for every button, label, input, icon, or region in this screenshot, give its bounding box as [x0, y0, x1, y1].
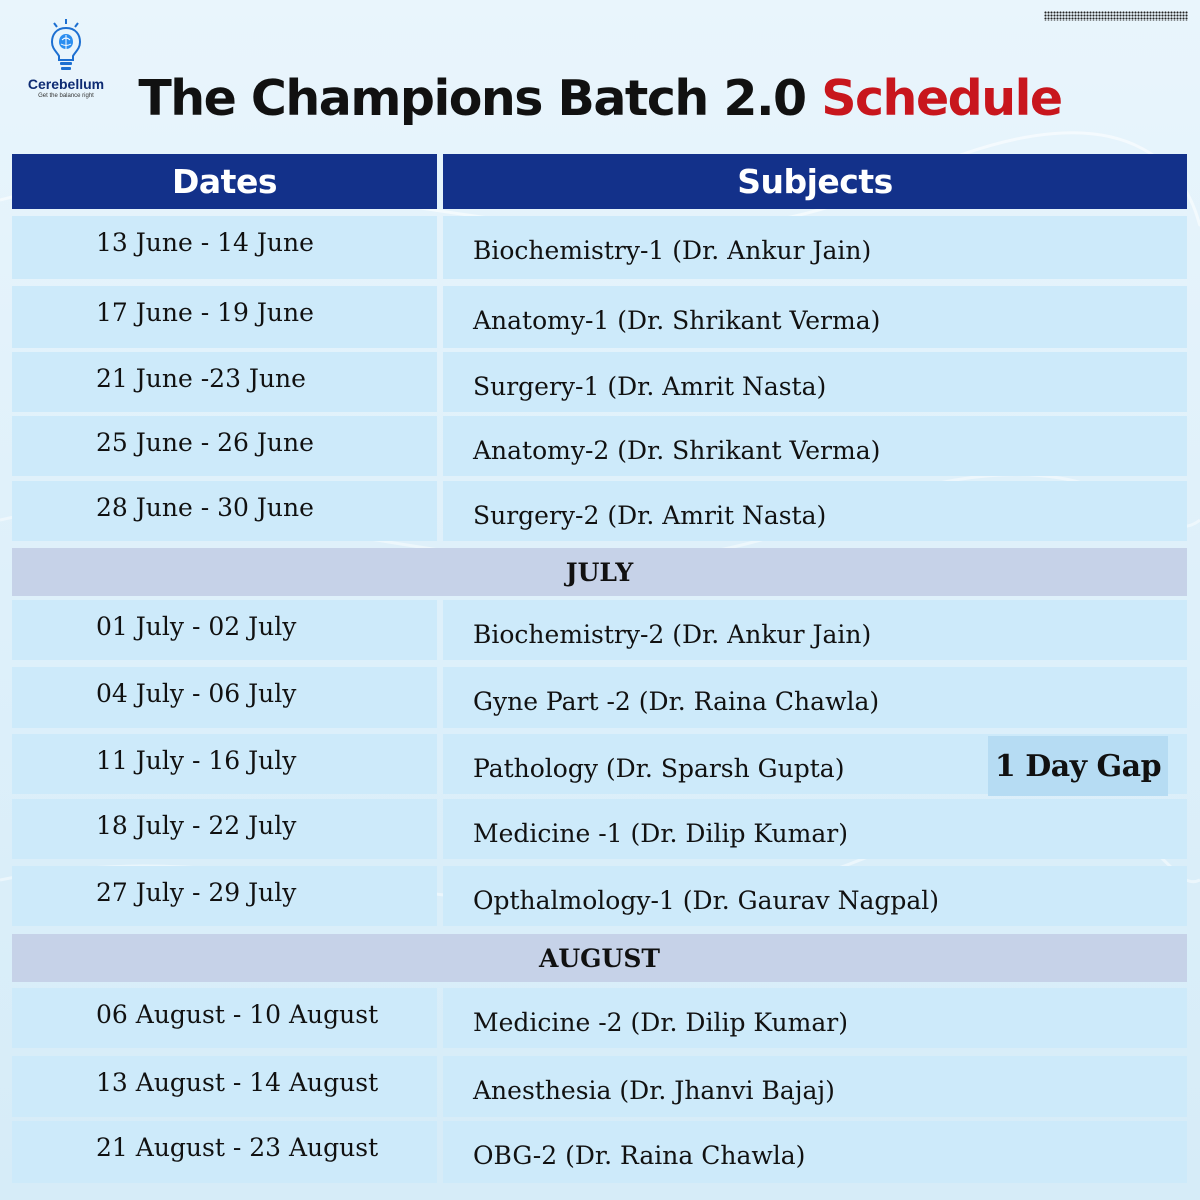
table-row-subject: [443, 352, 1187, 412]
date-text: 27 July - 29 July: [96, 878, 297, 907]
table-row-date: [12, 866, 437, 926]
date-text: 01 July - 02 July: [96, 612, 297, 641]
date-text: 04 July - 06 July: [96, 679, 297, 708]
table-row-subject: [443, 286, 1187, 348]
table-row-date: [12, 416, 437, 476]
date-text: 13 August - 14 August: [96, 1068, 379, 1097]
page-title-main: The Champions Batch 2.0: [138, 70, 806, 127]
subject-text: Biochemistry-1 (Dr. Ankur Jain): [473, 236, 872, 265]
table-row-subject: [443, 481, 1187, 541]
table-row-date: [12, 1056, 437, 1117]
table-row-date: [12, 352, 437, 412]
table-row-date: [12, 799, 437, 859]
subject-text: Surgery-1 (Dr. Amrit Nasta): [473, 372, 827, 401]
subject-text: Medicine -1 (Dr. Dilip Kumar): [473, 819, 848, 848]
subject-text: Surgery-2 (Dr. Amrit Nasta): [473, 501, 827, 530]
table-row-subject: [443, 416, 1187, 476]
gap-note-badge: 1 Day Gap: [988, 736, 1168, 796]
table-row-subject: [443, 667, 1187, 728]
date-text: 18 July - 22 July: [96, 811, 297, 840]
date-text: 13 June - 14 June: [96, 228, 314, 257]
subject-text: Biochemistry-2 (Dr. Ankur Jain): [473, 620, 872, 649]
date-text: 21 June -23 June: [96, 364, 306, 393]
date-text: 25 June - 26 June: [96, 428, 314, 457]
subject-text: Pathology (Dr. Sparsh Gupta): [473, 754, 845, 783]
table-row-subject: [443, 216, 1187, 279]
table-row-subject: [443, 988, 1187, 1048]
date-text: 17 June - 19 June: [96, 298, 314, 327]
subject-text: Anesthesia (Dr. Jhanvi Bajaj): [473, 1076, 835, 1105]
date-text: 11 July - 16 July: [96, 746, 297, 775]
table-row-subject: [443, 600, 1187, 660]
table-row-date: [12, 481, 437, 541]
table-row-subject: [443, 1056, 1187, 1117]
dates-column-header: Dates: [12, 154, 437, 209]
month-header-august: AUGUST: [12, 934, 1187, 982]
table-row-date: [12, 216, 437, 279]
page-title: [0, 70, 1200, 127]
date-text: 28 June - 30 June: [96, 493, 314, 522]
brand-name: Cerebellum: [27, 76, 105, 92]
page-title-accent: Schedule: [821, 70, 1062, 127]
date-text: 21 August - 23 August: [96, 1133, 379, 1162]
table-row-subject: [443, 866, 1187, 926]
table-row-subject: [443, 799, 1187, 859]
brain-bulb-icon: [49, 18, 83, 72]
subject-text: OBG-2 (Dr. Raina Chawla): [473, 1141, 806, 1170]
subject-text: Gyne Part -2 (Dr. Raina Chawla): [473, 687, 880, 716]
subject-text: Anatomy-1 (Dr. Shrikant Verma): [473, 306, 881, 335]
dot-pattern: [1044, 11, 1188, 21]
table-row-date: [12, 1121, 437, 1183]
date-text: 06 August - 10 August: [96, 1000, 379, 1029]
table-row-date: [12, 988, 437, 1048]
month-header-july: JULY: [12, 548, 1187, 596]
table-row-date: [12, 286, 437, 348]
table-row-subject: [443, 1121, 1187, 1183]
subject-text: Anatomy-2 (Dr. Shrikant Verma): [473, 436, 881, 465]
table-row-date: [12, 600, 437, 660]
subjects-column-header: Subjects: [443, 154, 1187, 209]
table-row-date: [12, 734, 437, 794]
brand-tagline: Get the balance right: [38, 93, 94, 99]
table-row-date: [12, 667, 437, 728]
subject-text: Opthalmology-1 (Dr. Gaurav Nagpal): [473, 886, 940, 915]
subject-text: Medicine -2 (Dr. Dilip Kumar): [473, 1008, 848, 1037]
